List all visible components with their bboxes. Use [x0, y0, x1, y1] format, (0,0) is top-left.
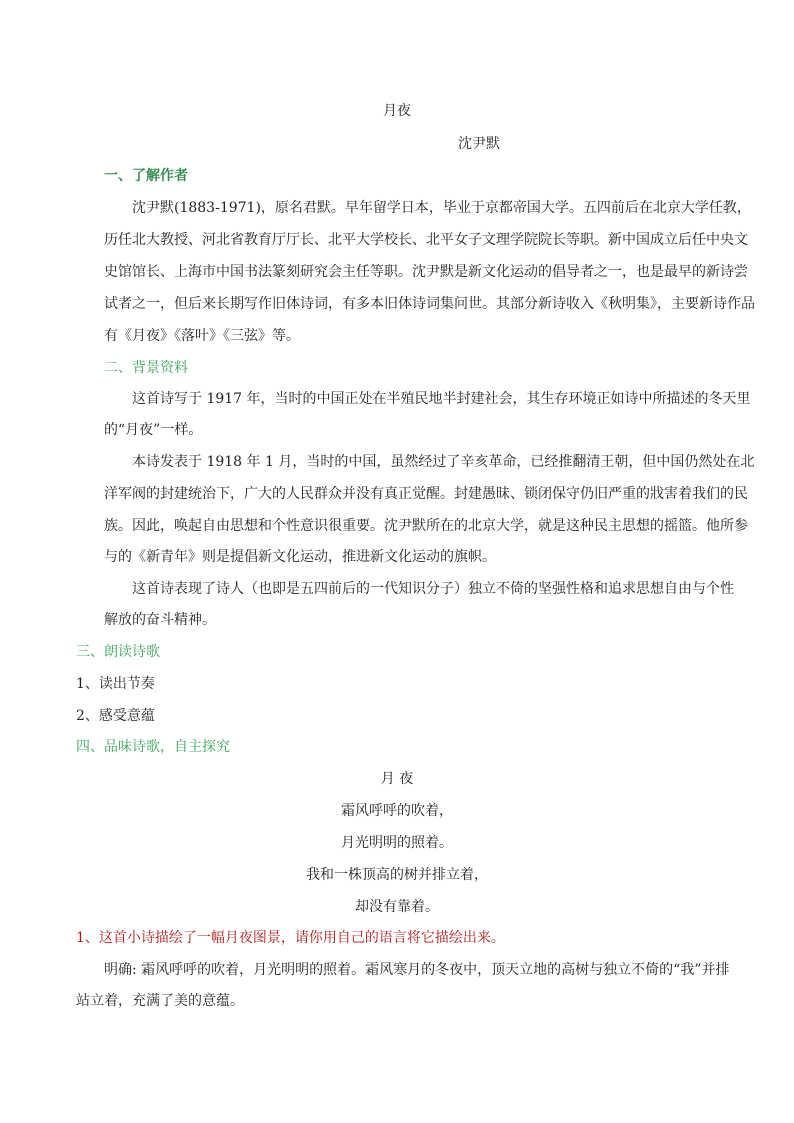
paragraph-line: 解放的奋斗精神。 — [104, 612, 216, 628]
poem-line: 月光明明的照着。 — [341, 835, 453, 851]
poem-title: 月 夜 — [380, 771, 414, 787]
list-item: 2、感受意蕴 — [76, 708, 155, 724]
paragraph-line: 沈尹默(1883-1971)，原名君默。早年留学日本，毕业于京都帝国大学。五四前后在北京大学任教， — [132, 200, 751, 216]
answer-line: 站立着，充满了美的意蕴。 — [76, 993, 244, 1009]
document-title: 月夜 — [383, 103, 411, 119]
paragraph-line: 的“月夜”一样。 — [104, 422, 203, 438]
question-text: 1、这首小诗描绘了一幅月夜图景，请你用自己的语言将它描绘出来。 — [76, 930, 505, 946]
section-heading-reading: 三、朗读诗歌 — [76, 644, 160, 660]
paragraph-line: 这首诗表现了诗人（也即是五四前后的一代知识分子）独立不倚的坚强性格和追求思想自由与个性 — [132, 581, 734, 597]
section-heading-background: 二、背景资料 — [104, 360, 188, 376]
paragraph-line: 族。因此，唤起自由思想和个性意识很重要。沈尹默所在的北京大学，就是这种民主思想的摇篮。他所参 — [104, 518, 748, 534]
poem-line: 却没有靠着。 — [355, 899, 439, 915]
paragraph-line: 历任北大教授、河北省教育厅厅长、北平大学校长、北平女子文理学院院长等职。新中国成立后任中央文 — [104, 232, 748, 248]
section-heading-explore: 四、品味诗歌，自主探究 — [76, 739, 230, 755]
list-item: 1、读出节奏 — [76, 676, 155, 692]
paragraph-line: 这首诗写于 1917 年，当时的中国正处在半殖民地半封建社会，其生存环境正如诗中所描述的冬天里 — [132, 391, 751, 407]
answer-line: 明确: 霜风呼呼的吹着，月光明明的照着。霜风寒月的冬夜中，顶天立地的高树与独立不倚的“我”并排 — [104, 962, 730, 978]
section-heading-author: 一、了解作者 — [104, 168, 188, 184]
paragraph-line: 史馆馆长、上海市中国书法篆刻研究会主任等职。沈尹默是新文化运动的倡导者之一，也是最早的新诗尝 — [104, 264, 748, 280]
paragraph-line: 有《月夜》《落叶》《三弦》等。 — [104, 328, 300, 344]
paragraph-line: 本诗发表于 1918 年 1 月，当时的中国，虽然经过了辛亥革命，已经推翻清王朝，但中国仍然处在北 — [132, 454, 755, 470]
poem-line: 我和一株顶高的树并排立着， — [306, 867, 488, 883]
paragraph-line: 与的《新青年》则是提倡新文化运动，推进新文化运动的旗帜。 — [104, 549, 496, 565]
document-author: 沈尹默 — [458, 136, 500, 152]
paragraph-line: 试者之一，但后来长期写作旧体诗词，有多本旧体诗词集问世。其部分新诗收入《秋明集》，主要新诗作品 — [104, 296, 755, 312]
poem-line: 霜风呼呼的吹着， — [341, 803, 453, 819]
paragraph-line: 洋军阀的封建统治下，广大的人民群众并没有真正觉醒。封建愚昧、锁闭保守仍旧严重的戕害着我们的民 — [104, 486, 748, 502]
